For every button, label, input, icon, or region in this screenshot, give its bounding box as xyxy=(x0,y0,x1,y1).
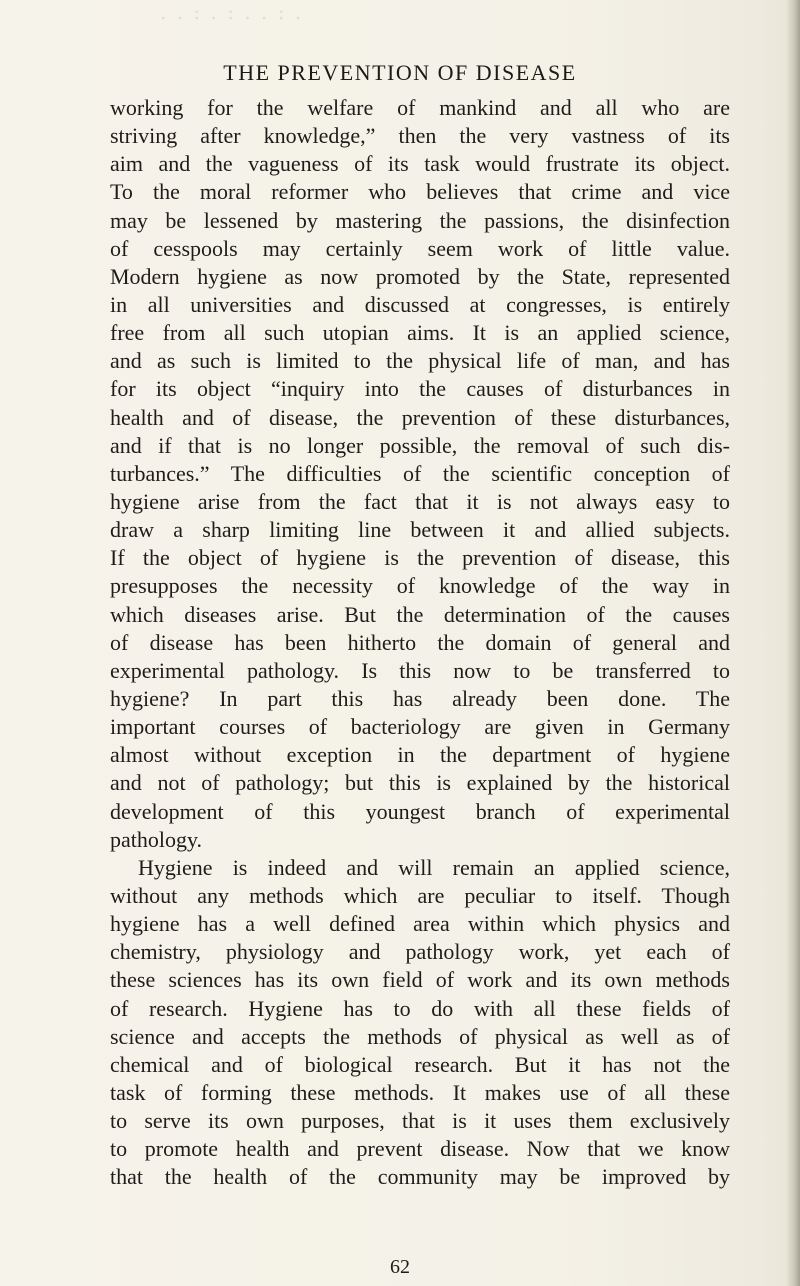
text-line: chemistry, physiology and pathology work, yet each of xyxy=(110,939,730,965)
text-line: pathology. xyxy=(110,826,203,852)
text-line: If the object of hygiene is the prevention of disease, this xyxy=(110,545,730,571)
text-line: aim and the vagueness of its task would frustrate its object. xyxy=(110,151,730,177)
text-line: turbances.” The difficulties of the scientific conception of xyxy=(110,460,730,486)
text-line: to serve its own purposes, that is it uses them exclusively xyxy=(110,1108,730,1134)
text-line: of research. Hygiene has to do with all these fields of xyxy=(110,995,730,1021)
page-number: 62 xyxy=(390,1256,410,1278)
text-line: of cesspools may certainly seem work of little value. xyxy=(110,235,730,261)
text-line: working for the welfare of mankind and all who are xyxy=(110,95,730,120)
text-line: free from all such utopian aims. It is an applied science, xyxy=(110,320,730,346)
text-line: hygiene has a well defined area within which physics and xyxy=(110,911,730,937)
text-line: which diseases arise. But the determination of the causes xyxy=(110,601,730,627)
text-line: important courses of bacteriology are given in Germany xyxy=(110,714,730,740)
paragraph xyxy=(110,854,730,1192)
text-line: draw a sharp limiting line between it and allied subjects. xyxy=(110,517,730,543)
text-line: and not of pathology; but this is explained by the historical xyxy=(110,770,730,796)
text-line: and as such is limited to the physical life of man, and has xyxy=(110,348,730,374)
running-head: THE PREVENTION OF DISEASE xyxy=(223,60,577,85)
text-line: striving after knowledge,” then the very vastness of its xyxy=(110,123,730,149)
text-line: hygiene? In part this has already been done. The xyxy=(110,685,730,711)
text-line: presupposes the necessity of knowledge of the way in xyxy=(110,573,730,599)
text-line: in all universities and discussed at congresses, is entirely xyxy=(110,291,730,317)
body-text xyxy=(110,94,730,1191)
page-binding-edge xyxy=(786,0,800,1286)
text-line: To the moral reformer who believes that crime and vice xyxy=(110,179,730,205)
text-line: to promote health and prevent disease. Now that we know xyxy=(110,1136,730,1162)
text-line: these sciences has its own field of work and its own methods xyxy=(110,967,730,993)
text-line: health and of disease, the prevention of these disturbances, xyxy=(110,404,730,430)
text-line: for its object “inquiry into the causes of disturbances in xyxy=(110,376,730,402)
text-line: that the health of the community may be improved by xyxy=(110,1164,730,1190)
text-line: Hygiene is indeed and will remain an applied science, xyxy=(138,854,730,880)
text-line: chemical and of biological research. But it has not the xyxy=(110,1051,730,1077)
text-line: experimental pathology. Is this now to be transferred to xyxy=(110,657,730,683)
text-line: hygiene arise from the fact that it is not always easy to xyxy=(110,488,730,514)
text-line: development of this youngest branch of experimental xyxy=(110,798,730,824)
text-line: may be lessened by mastering the passions, the disinfection xyxy=(110,207,730,233)
text-line: task of forming these methods. It makes use of all these xyxy=(110,1079,730,1105)
text-line: almost without exception in the department of hygiene xyxy=(110,742,730,768)
text-line: science and accepts the methods of physical as well as of xyxy=(110,1023,730,1049)
text-line: Modern hygiene as now promoted by the State, represented xyxy=(110,263,730,289)
paragraph xyxy=(110,94,730,854)
text-line: and if that is no longer possible, the removal of such dis- xyxy=(110,432,730,458)
text-line: without any methods which are peculiar to itself. Though xyxy=(110,882,730,908)
show-through-text: . . : . : . . : . xyxy=(160,0,304,24)
text-line: of disease has been hitherto the domain of general and xyxy=(110,629,730,655)
